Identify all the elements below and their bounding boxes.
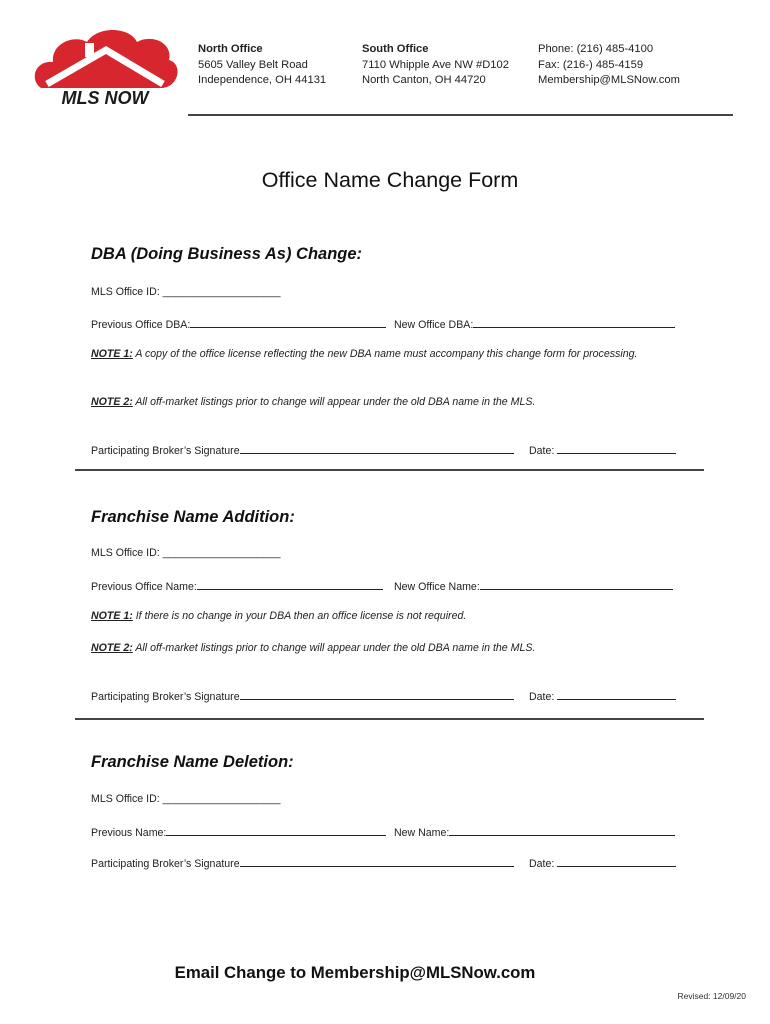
addition-previous-label: Previous Office Name: bbox=[91, 581, 197, 593]
north-office-line2: Independence, OH 44131 bbox=[198, 74, 327, 86]
addition-note-2-label: NOTE 2: bbox=[91, 642, 133, 654]
addition-signature-row bbox=[91, 689, 514, 703]
south-office-line2: North Canton, OH 44720 bbox=[362, 74, 486, 86]
dba-date-field[interactable] bbox=[557, 443, 676, 454]
dba-new-row bbox=[394, 317, 675, 331]
deletion-signature-field[interactable] bbox=[240, 856, 514, 867]
dba-signature-row bbox=[91, 443, 514, 457]
deletion-signature-label: Participating Broker’s Signature bbox=[91, 858, 240, 870]
contact-phone: Phone: (216) 485-4100 bbox=[538, 43, 654, 55]
dba-note-2-label: NOTE 2: bbox=[91, 396, 133, 408]
revised-date: Revised: 12/09/20 bbox=[677, 991, 746, 1001]
dba-note-1-label: NOTE 1: bbox=[91, 348, 133, 360]
contact-fax: Fax: (216-) 485-4159 bbox=[538, 58, 644, 71]
addition-heading: Franchise Name Addition: bbox=[91, 508, 295, 526]
dba-heading: DBA (Doing Business As) Change: bbox=[91, 245, 363, 263]
deletion-date-field[interactable] bbox=[557, 856, 676, 867]
deletion-new-field[interactable] bbox=[449, 825, 675, 836]
addition-new-label: New Office Name: bbox=[394, 581, 480, 593]
north-office-title: North Office bbox=[198, 43, 263, 55]
dba-note-2 bbox=[91, 395, 691, 411]
email-instruction: Email Change to Membership@MLSNow.com bbox=[174, 963, 536, 982]
svg-text:MLS NOW: MLS NOW bbox=[61, 88, 149, 108]
deletion-new-row bbox=[394, 825, 675, 839]
contact-block bbox=[538, 42, 680, 89]
deletion-signature-row bbox=[91, 856, 514, 870]
dba-note-1 bbox=[91, 347, 651, 363]
deletion-date-row bbox=[529, 856, 676, 870]
deletion-office-id-field[interactable]: MLS Office ID: ____________________ bbox=[91, 793, 281, 805]
dba-date-label: Date: bbox=[529, 445, 558, 457]
dba-previous-field[interactable] bbox=[190, 317, 386, 328]
south-office-title: South Office bbox=[362, 43, 429, 55]
addition-previous-row bbox=[91, 579, 383, 593]
addition-new-field[interactable] bbox=[480, 579, 673, 590]
dba-new-field[interactable] bbox=[473, 317, 675, 328]
south-office-line1: 7110 Whipple Ave NW #D102 bbox=[362, 58, 509, 71]
section-divider-1 bbox=[75, 469, 704, 471]
section-divider-2 bbox=[75, 718, 704, 720]
addition-date-row bbox=[529, 689, 676, 703]
contact-email: Membership@MLSNow.com bbox=[538, 74, 680, 86]
addition-date-field[interactable] bbox=[557, 689, 676, 700]
dba-office-id-field[interactable]: MLS Office ID: ____________________ bbox=[91, 286, 281, 298]
addition-office-id-field[interactable]: MLS Office ID: ____________________ bbox=[91, 547, 281, 559]
dba-previous-row bbox=[91, 317, 386, 331]
dba-note-1-text: A copy of the office license reflecting the new DBA name must accompany this change form for processing. bbox=[132, 348, 638, 360]
deletion-previous-field[interactable] bbox=[166, 825, 386, 836]
dba-new-label: New Office DBA: bbox=[394, 319, 474, 331]
deletion-previous-row bbox=[91, 825, 386, 839]
addition-previous-field[interactable] bbox=[197, 579, 383, 590]
mls-now-logo bbox=[33, 24, 179, 110]
dba-previous-label: Previous Office DBA: bbox=[91, 319, 191, 331]
addition-note-2-text: All off-market listings prior to change will appear under the old DBA name in the MLS. bbox=[132, 642, 536, 654]
deletion-new-label: New Name: bbox=[394, 827, 450, 839]
header-divider bbox=[188, 114, 733, 116]
dba-signature-field[interactable] bbox=[240, 443, 514, 454]
deletion-heading: Franchise Name Deletion: bbox=[91, 753, 294, 771]
north-office-line1: 5605 Valley Belt Road bbox=[198, 58, 308, 71]
addition-signature-label: Participating Broker’s Signature bbox=[91, 691, 240, 703]
deletion-date-label: Date: bbox=[529, 858, 558, 870]
dba-date-row bbox=[529, 443, 676, 457]
north-office-address bbox=[198, 42, 326, 89]
south-office-address bbox=[362, 42, 509, 89]
addition-note-1-label: NOTE 1: bbox=[91, 610, 133, 622]
addition-note-1 bbox=[91, 609, 691, 625]
dba-note-2-text: All off-market listings prior to change will appear under the old DBA name in the MLS. bbox=[132, 396, 536, 408]
addition-note-2 bbox=[91, 641, 691, 657]
dba-signature-label: Participating Broker’s Signature bbox=[91, 445, 240, 457]
addition-new-row bbox=[394, 579, 673, 593]
form-title: Office Name Change Form bbox=[261, 168, 519, 192]
addition-note-1-text: If there is no change in your DBA then an office license is not required. bbox=[132, 610, 467, 622]
addition-date-label: Date: bbox=[529, 691, 558, 703]
addition-signature-field[interactable] bbox=[240, 689, 514, 700]
deletion-previous-label: Previous Name: bbox=[91, 827, 167, 839]
